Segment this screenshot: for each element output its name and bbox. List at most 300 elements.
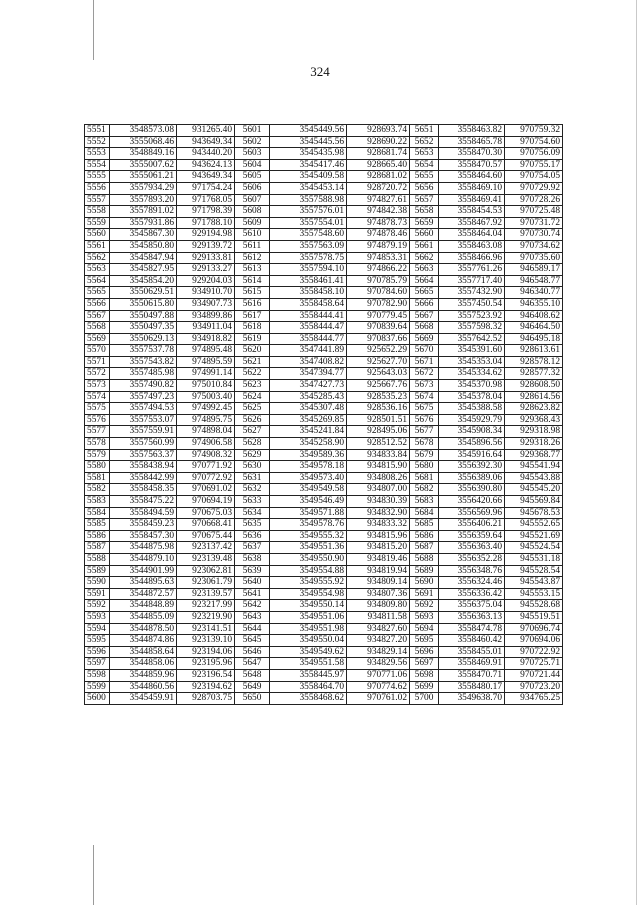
x-coordinate-cell: 3557891.02 xyxy=(110,206,177,218)
y-coordinate-cell: 946340.77 xyxy=(505,287,563,299)
point-id-cell: 5695 xyxy=(410,635,439,647)
y-coordinate-cell: 934809.14 xyxy=(347,577,410,589)
point-id-cell: 5689 xyxy=(410,565,439,577)
y-coordinate-cell: 934829.56 xyxy=(347,658,410,670)
y-coordinate-cell: 970756.09 xyxy=(505,148,563,160)
table-row xyxy=(85,240,563,252)
point-id-cell: 5637 xyxy=(235,542,270,554)
point-id-cell: 5629 xyxy=(235,449,270,461)
y-coordinate-cell: 970721.44 xyxy=(505,669,563,681)
y-coordinate-cell: 945543.87 xyxy=(505,577,563,589)
point-id-cell: 5613 xyxy=(235,264,270,276)
x-coordinate-cell: 3544858.64 xyxy=(110,646,177,658)
x-coordinate-cell: 3547394.77 xyxy=(270,368,347,380)
y-coordinate-cell: 974895.59 xyxy=(177,356,235,368)
point-id-cell: 5699 xyxy=(410,681,439,693)
x-coordinate-cell: 3545378.04 xyxy=(439,391,505,403)
point-id-cell: 5682 xyxy=(410,484,439,496)
table-row xyxy=(85,148,563,160)
point-id-cell: 5673 xyxy=(410,380,439,392)
point-id-cell: 5634 xyxy=(235,507,270,519)
y-coordinate-cell: 946589.17 xyxy=(505,264,563,276)
point-id-cell: 5622 xyxy=(235,368,270,380)
y-coordinate-cell: 945545.20 xyxy=(505,484,563,496)
x-coordinate-cell: 3556363.40 xyxy=(439,542,505,554)
x-coordinate-cell: 3555061.21 xyxy=(110,171,177,183)
y-coordinate-cell: 970784.60 xyxy=(347,287,410,299)
y-coordinate-cell: 934807.36 xyxy=(347,588,410,600)
point-id-cell: 5566 xyxy=(85,298,110,310)
y-coordinate-cell: 929204.03 xyxy=(177,275,235,287)
point-id-cell: 5588 xyxy=(85,553,110,565)
x-coordinate-cell: 3557931.86 xyxy=(110,217,177,229)
point-id-cell: 5628 xyxy=(235,438,270,450)
y-coordinate-cell: 970696.74 xyxy=(505,623,563,635)
point-id-cell: 5687 xyxy=(410,542,439,554)
y-coordinate-cell: 945552.65 xyxy=(505,519,563,531)
y-coordinate-cell: 928681.02 xyxy=(347,171,410,183)
table-row xyxy=(85,438,563,450)
x-coordinate-cell: 3545353.04 xyxy=(439,356,505,368)
x-coordinate-cell: 3544895.63 xyxy=(110,577,177,589)
x-coordinate-cell: 3557560.99 xyxy=(110,438,177,450)
point-id-cell: 5568 xyxy=(85,322,110,334)
point-id-cell: 5567 xyxy=(85,310,110,322)
point-id-cell: 5652 xyxy=(410,136,439,148)
y-coordinate-cell: 970691.02 xyxy=(177,484,235,496)
y-coordinate-cell: 928665.40 xyxy=(347,159,410,171)
y-coordinate-cell: 970782.90 xyxy=(347,298,410,310)
x-coordinate-cell: 3549551.06 xyxy=(270,611,347,623)
y-coordinate-cell: 946408.62 xyxy=(505,310,563,322)
point-id-cell: 5584 xyxy=(85,507,110,519)
point-id-cell: 5605 xyxy=(235,171,270,183)
y-coordinate-cell: 923195.96 xyxy=(177,658,235,670)
x-coordinate-cell: 3557642.52 xyxy=(439,333,505,345)
table-row xyxy=(85,194,563,206)
point-id-cell: 5659 xyxy=(410,217,439,229)
point-id-cell: 5601 xyxy=(235,125,270,137)
x-coordinate-cell: 3558470.30 xyxy=(439,148,505,160)
x-coordinate-cell: 3558463.08 xyxy=(439,240,505,252)
y-coordinate-cell: 945541.94 xyxy=(505,461,563,473)
table-row xyxy=(85,426,563,438)
y-coordinate-cell: 934827.20 xyxy=(347,635,410,647)
x-coordinate-cell: 3550629.13 xyxy=(110,333,177,345)
point-id-cell: 5557 xyxy=(85,194,110,206)
y-coordinate-cell: 929368.43 xyxy=(505,414,563,426)
y-coordinate-cell: 970839.64 xyxy=(347,322,410,334)
x-coordinate-cell: 3558469.41 xyxy=(439,194,505,206)
y-coordinate-cell: 945553.15 xyxy=(505,588,563,600)
point-id-cell: 5626 xyxy=(235,414,270,426)
x-coordinate-cell: 3556420.66 xyxy=(439,496,505,508)
y-coordinate-cell: 934815.90 xyxy=(347,461,410,473)
point-id-cell: 5661 xyxy=(410,240,439,252)
y-coordinate-cell: 970735.60 xyxy=(505,252,563,264)
y-coordinate-cell: 934910.70 xyxy=(177,287,235,299)
point-id-cell: 5586 xyxy=(85,530,110,542)
y-coordinate-cell: 945528.68 xyxy=(505,600,563,612)
point-id-cell: 5556 xyxy=(85,182,110,194)
x-coordinate-cell: 3545435.98 xyxy=(270,148,347,160)
y-coordinate-cell: 970694.06 xyxy=(505,635,563,647)
point-id-cell: 5677 xyxy=(410,426,439,438)
y-coordinate-cell: 945543.88 xyxy=(505,472,563,484)
point-id-cell: 5587 xyxy=(85,542,110,554)
y-coordinate-cell: 943440.20 xyxy=(177,148,235,160)
table-row xyxy=(85,322,563,334)
x-coordinate-cell: 3545334.62 xyxy=(439,368,505,380)
x-coordinate-cell: 3557553.07 xyxy=(110,414,177,426)
y-coordinate-cell: 929133.27 xyxy=(177,264,235,276)
y-coordinate-cell: 975010.84 xyxy=(177,380,235,392)
point-id-cell: 5558 xyxy=(85,206,110,218)
table-row xyxy=(85,159,563,171)
point-id-cell: 5645 xyxy=(235,635,270,647)
table-row xyxy=(85,380,563,392)
x-coordinate-cell: 3549589.36 xyxy=(270,449,347,461)
point-id-cell: 5698 xyxy=(410,669,439,681)
point-id-cell: 5694 xyxy=(410,623,439,635)
x-coordinate-cell: 3549551.98 xyxy=(270,623,347,635)
point-id-cell: 5583 xyxy=(85,496,110,508)
x-coordinate-cell: 3557717.40 xyxy=(439,275,505,287)
table-row xyxy=(85,577,563,589)
x-coordinate-cell: 3557578.75 xyxy=(270,252,347,264)
y-coordinate-cell: 970668.41 xyxy=(177,519,235,531)
table-row xyxy=(85,461,563,473)
point-id-cell: 5671 xyxy=(410,356,439,368)
x-coordinate-cell: 3557588.98 xyxy=(270,194,347,206)
x-coordinate-cell: 3557548.60 xyxy=(270,229,347,241)
y-coordinate-cell: 934907.73 xyxy=(177,298,235,310)
x-coordinate-cell: 3549554.98 xyxy=(270,588,347,600)
x-coordinate-cell: 3557497.23 xyxy=(110,391,177,403)
point-id-cell: 5606 xyxy=(235,182,270,194)
y-coordinate-cell: 925667.76 xyxy=(347,380,410,392)
y-coordinate-cell: 934765.25 xyxy=(505,693,563,705)
x-coordinate-cell: 3558467.92 xyxy=(439,217,505,229)
point-id-cell: 5681 xyxy=(410,472,439,484)
y-coordinate-cell: 925627.70 xyxy=(347,356,410,368)
y-coordinate-cell: 970837.66 xyxy=(347,333,410,345)
x-coordinate-cell: 3557494.53 xyxy=(110,403,177,415)
x-coordinate-cell: 3549549.58 xyxy=(270,484,347,496)
table-row xyxy=(85,414,563,426)
x-coordinate-cell: 3545370.98 xyxy=(439,380,505,392)
table-row xyxy=(85,310,563,322)
x-coordinate-cell: 3556359.64 xyxy=(439,530,505,542)
y-coordinate-cell: 970761.02 xyxy=(347,693,410,705)
table-row xyxy=(85,553,563,565)
point-id-cell: 5616 xyxy=(235,298,270,310)
table-row xyxy=(85,287,563,299)
y-coordinate-cell: 934833.84 xyxy=(347,449,410,461)
point-id-cell: 5569 xyxy=(85,333,110,345)
x-coordinate-cell: 3558469.10 xyxy=(439,182,505,194)
y-coordinate-cell: 945531.18 xyxy=(505,553,563,565)
point-id-cell: 5562 xyxy=(85,252,110,264)
y-coordinate-cell: 928613.61 xyxy=(505,345,563,357)
point-id-cell: 5680 xyxy=(410,461,439,473)
point-id-cell: 5585 xyxy=(85,519,110,531)
point-id-cell: 5653 xyxy=(410,148,439,160)
x-coordinate-cell: 3549551.36 xyxy=(270,542,347,554)
x-coordinate-cell: 3549550.90 xyxy=(270,553,347,565)
point-id-cell: 5642 xyxy=(235,600,270,612)
point-id-cell: 5596 xyxy=(85,646,110,658)
point-id-cell: 5563 xyxy=(85,264,110,276)
point-id-cell: 5643 xyxy=(235,611,270,623)
point-id-cell: 5593 xyxy=(85,611,110,623)
y-coordinate-cell: 923139.57 xyxy=(177,588,235,600)
y-coordinate-cell: 934811.58 xyxy=(347,611,410,623)
point-id-cell: 5551 xyxy=(85,125,110,137)
y-coordinate-cell: 928501.51 xyxy=(347,414,410,426)
table-row xyxy=(85,484,563,496)
x-coordinate-cell: 3558438.94 xyxy=(110,461,177,473)
y-coordinate-cell: 974878.73 xyxy=(347,217,410,229)
point-id-cell: 5665 xyxy=(410,287,439,299)
point-id-cell: 5657 xyxy=(410,194,439,206)
table-row xyxy=(85,298,563,310)
x-coordinate-cell: 3545896.56 xyxy=(439,438,505,450)
y-coordinate-cell: 974992.45 xyxy=(177,403,235,415)
x-coordinate-cell: 3558458.64 xyxy=(270,298,347,310)
y-coordinate-cell: 934809.80 xyxy=(347,600,410,612)
x-coordinate-cell: 3544855.09 xyxy=(110,611,177,623)
point-id-cell: 5591 xyxy=(85,588,110,600)
y-coordinate-cell: 975003.40 xyxy=(177,391,235,403)
point-id-cell: 5685 xyxy=(410,519,439,531)
point-id-cell: 5662 xyxy=(410,252,439,264)
y-coordinate-cell: 928690.22 xyxy=(347,136,410,148)
x-coordinate-cell: 3558474.78 xyxy=(439,623,505,635)
coordinate-table xyxy=(84,124,563,705)
point-id-cell: 5632 xyxy=(235,484,270,496)
x-coordinate-cell: 3550497.88 xyxy=(110,310,177,322)
table-row xyxy=(85,136,563,148)
y-coordinate-cell: 970754.60 xyxy=(505,136,563,148)
y-coordinate-cell: 928703.75 xyxy=(177,693,235,705)
y-coordinate-cell: 923219.90 xyxy=(177,611,235,623)
point-id-cell: 5624 xyxy=(235,391,270,403)
x-coordinate-cell: 3548849.16 xyxy=(110,148,177,160)
y-coordinate-cell: 970774.62 xyxy=(347,681,410,693)
x-coordinate-cell: 3545847.94 xyxy=(110,252,177,264)
y-coordinate-cell: 934819.46 xyxy=(347,553,410,565)
table-row xyxy=(85,275,563,287)
point-id-cell: 5552 xyxy=(85,136,110,148)
y-coordinate-cell: 945521.69 xyxy=(505,530,563,542)
x-coordinate-cell: 3556392.30 xyxy=(439,461,505,473)
point-id-cell: 5582 xyxy=(85,484,110,496)
point-id-cell: 5641 xyxy=(235,588,270,600)
x-coordinate-cell: 3558461.41 xyxy=(270,275,347,287)
y-coordinate-cell: 974879.19 xyxy=(347,240,410,252)
x-coordinate-cell: 3558464.70 xyxy=(270,681,347,693)
table-row xyxy=(85,368,563,380)
x-coordinate-cell: 3545258.90 xyxy=(270,438,347,450)
point-id-cell: 5579 xyxy=(85,449,110,461)
table-row xyxy=(85,623,563,635)
table-row xyxy=(85,333,563,345)
x-coordinate-cell: 3556375.04 xyxy=(439,600,505,612)
point-id-cell: 5692 xyxy=(410,600,439,612)
x-coordinate-cell: 3549554.88 xyxy=(270,565,347,577)
y-coordinate-cell: 928536.16 xyxy=(347,403,410,415)
y-coordinate-cell: 943624.13 xyxy=(177,159,235,171)
point-id-cell: 5676 xyxy=(410,414,439,426)
point-id-cell: 5603 xyxy=(235,148,270,160)
y-coordinate-cell: 923139.48 xyxy=(177,553,235,565)
point-id-cell: 5617 xyxy=(235,310,270,322)
x-coordinate-cell: 3558468.62 xyxy=(270,693,347,705)
table-row xyxy=(85,611,563,623)
point-id-cell: 5635 xyxy=(235,519,270,531)
y-coordinate-cell: 946548.77 xyxy=(505,275,563,287)
x-coordinate-cell: 3544860.56 xyxy=(110,681,177,693)
y-coordinate-cell: 928577.32 xyxy=(505,368,563,380)
point-id-cell: 5690 xyxy=(410,577,439,589)
x-coordinate-cell: 3557563.37 xyxy=(110,449,177,461)
y-coordinate-cell: 923141.51 xyxy=(177,623,235,635)
y-coordinate-cell: 970755.17 xyxy=(505,159,563,171)
x-coordinate-cell: 3558480.17 xyxy=(439,681,505,693)
point-id-cell: 5554 xyxy=(85,159,110,171)
y-coordinate-cell: 970731.72 xyxy=(505,217,563,229)
table-row xyxy=(85,206,563,218)
x-coordinate-cell: 3549551.58 xyxy=(270,658,347,670)
y-coordinate-cell: 970779.45 xyxy=(347,310,410,322)
table-row xyxy=(85,345,563,357)
y-coordinate-cell: 934815.20 xyxy=(347,542,410,554)
point-id-cell: 5595 xyxy=(85,635,110,647)
table-row xyxy=(85,530,563,542)
x-coordinate-cell: 3549573.40 xyxy=(270,472,347,484)
x-coordinate-cell: 3558494.59 xyxy=(110,507,177,519)
table-row xyxy=(85,565,563,577)
y-coordinate-cell: 946355.10 xyxy=(505,298,563,310)
point-id-cell: 5573 xyxy=(85,380,110,392)
point-id-cell: 5594 xyxy=(85,623,110,635)
y-coordinate-cell: 928578.12 xyxy=(505,356,563,368)
y-coordinate-cell: 970771.06 xyxy=(347,669,410,681)
y-coordinate-cell: 934819.94 xyxy=(347,565,410,577)
page-edge-line xyxy=(93,845,94,905)
x-coordinate-cell: 3545827.95 xyxy=(110,264,177,276)
point-id-cell: 5627 xyxy=(235,426,270,438)
point-id-cell: 5618 xyxy=(235,322,270,334)
x-coordinate-cell: 3550615.80 xyxy=(110,298,177,310)
x-coordinate-cell: 3545409.58 xyxy=(270,171,347,183)
x-coordinate-cell: 3548573.08 xyxy=(110,125,177,137)
table-row xyxy=(85,217,563,229)
x-coordinate-cell: 3556569.96 xyxy=(439,507,505,519)
point-id-cell: 5696 xyxy=(410,646,439,658)
y-coordinate-cell: 928693.74 xyxy=(347,125,410,137)
point-id-cell: 5672 xyxy=(410,368,439,380)
y-coordinate-cell: 928623.82 xyxy=(505,403,563,415)
x-coordinate-cell: 3556390.80 xyxy=(439,484,505,496)
y-coordinate-cell: 971768.05 xyxy=(177,194,235,206)
x-coordinate-cell: 3557761.26 xyxy=(439,264,505,276)
y-coordinate-cell: 974878.46 xyxy=(347,229,410,241)
point-id-cell: 5620 xyxy=(235,345,270,357)
y-coordinate-cell: 970771.92 xyxy=(177,461,235,473)
x-coordinate-cell: 3558445.97 xyxy=(270,669,347,681)
y-coordinate-cell: 946464.50 xyxy=(505,322,563,334)
x-coordinate-cell: 3557934.29 xyxy=(110,182,177,194)
table-row xyxy=(85,669,563,681)
x-coordinate-cell: 3558464.60 xyxy=(439,171,505,183)
x-coordinate-cell: 3549546.49 xyxy=(270,496,347,508)
point-id-cell: 5610 xyxy=(235,229,270,241)
x-coordinate-cell: 3557485.98 xyxy=(110,368,177,380)
x-coordinate-cell: 3549549.62 xyxy=(270,646,347,658)
point-id-cell: 5664 xyxy=(410,275,439,287)
point-id-cell: 5666 xyxy=(410,298,439,310)
x-coordinate-cell: 3545459.91 xyxy=(110,693,177,705)
x-coordinate-cell: 3544878.50 xyxy=(110,623,177,635)
y-coordinate-cell: 923061.79 xyxy=(177,577,235,589)
x-coordinate-cell: 3556352.28 xyxy=(439,553,505,565)
point-id-cell: 5650 xyxy=(235,693,270,705)
point-id-cell: 5564 xyxy=(85,275,110,287)
x-coordinate-cell: 3544858.06 xyxy=(110,658,177,670)
y-coordinate-cell: 929133.81 xyxy=(177,252,235,264)
x-coordinate-cell: 3558454.53 xyxy=(439,206,505,218)
y-coordinate-cell: 928614.56 xyxy=(505,391,563,403)
y-coordinate-cell: 974895.48 xyxy=(177,345,235,357)
y-coordinate-cell: 971754.24 xyxy=(177,182,235,194)
point-id-cell: 5656 xyxy=(410,182,439,194)
x-coordinate-cell: 3545854.20 xyxy=(110,275,177,287)
point-id-cell: 5678 xyxy=(410,438,439,450)
y-coordinate-cell: 974906.58 xyxy=(177,438,235,450)
point-id-cell: 5553 xyxy=(85,148,110,160)
point-id-cell: 5600 xyxy=(85,693,110,705)
y-coordinate-cell: 934911.04 xyxy=(177,322,235,334)
x-coordinate-cell: 3544872.57 xyxy=(110,588,177,600)
x-coordinate-cell: 3557554.01 xyxy=(270,217,347,229)
point-id-cell: 5633 xyxy=(235,496,270,508)
x-coordinate-cell: 3545241.84 xyxy=(270,426,347,438)
point-id-cell: 5640 xyxy=(235,577,270,589)
y-coordinate-cell: 974908.32 xyxy=(177,449,235,461)
x-coordinate-cell: 3544848.89 xyxy=(110,600,177,612)
point-id-cell: 5663 xyxy=(410,264,439,276)
point-id-cell: 5668 xyxy=(410,322,439,334)
table-row xyxy=(85,600,563,612)
point-id-cell: 5597 xyxy=(85,658,110,670)
y-coordinate-cell: 934807.00 xyxy=(347,484,410,496)
point-id-cell: 5580 xyxy=(85,461,110,473)
table-row xyxy=(85,229,563,241)
point-id-cell: 5639 xyxy=(235,565,270,577)
y-coordinate-cell: 928681.74 xyxy=(347,148,410,160)
x-coordinate-cell: 3556389.06 xyxy=(439,472,505,484)
x-coordinate-cell: 3558475.22 xyxy=(110,496,177,508)
y-coordinate-cell: 945528.54 xyxy=(505,565,563,577)
page-edge-line xyxy=(93,0,94,60)
y-coordinate-cell: 943649.34 xyxy=(177,171,235,183)
y-coordinate-cell: 923196.54 xyxy=(177,669,235,681)
x-coordinate-cell: 3556336.42 xyxy=(439,588,505,600)
point-id-cell: 5649 xyxy=(235,681,270,693)
x-coordinate-cell: 3558458.10 xyxy=(270,287,347,299)
